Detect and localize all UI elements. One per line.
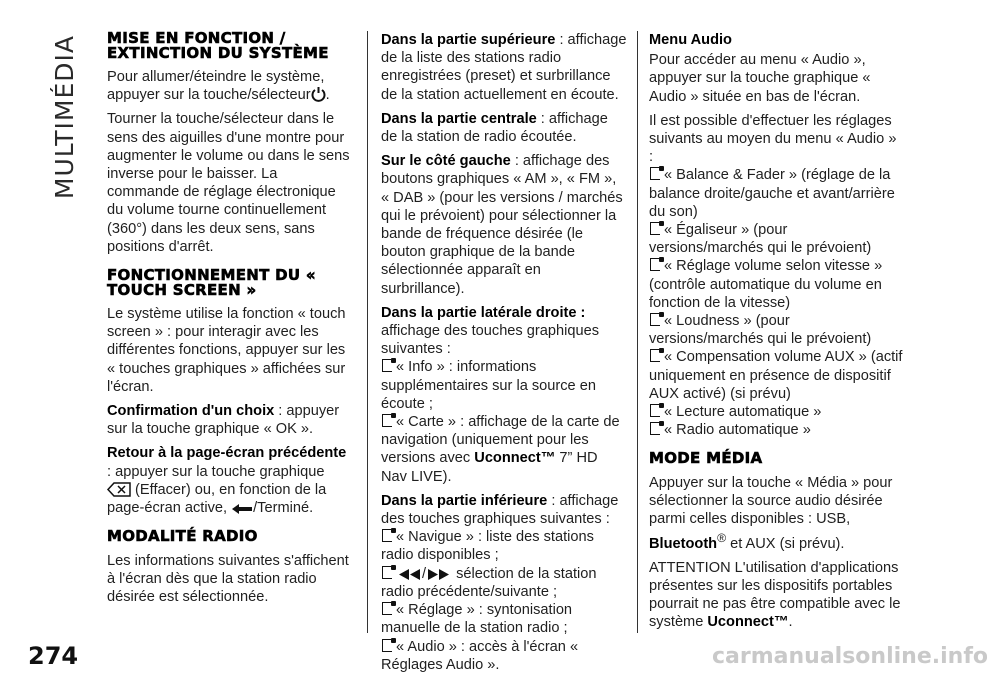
bullet-icon	[650, 222, 660, 235]
bullet-icon	[650, 422, 660, 435]
list-item: « Loudness » (pour versions/marchés qui le prévoient)	[649, 313, 872, 348]
paragraph: Pour allumer/éteindre le système, appuyer sur la touche/sélecteur .	[107, 69, 330, 104]
list-item: « Navigue » : liste des stations radio disponibles ;	[381, 529, 594, 564]
paragraph: ATTENTION L'utilisation d'applications présentes sur les dispositifs portables pourrait ne pas être compatible avec le système Uconnect™.	[649, 559, 901, 631]
column-divider	[367, 31, 368, 633]
column-divider	[637, 31, 638, 633]
list-item: « Balance & Fader » (réglage de la balance droite/gauche et avant/arrière du son)	[649, 167, 895, 220]
list-item: « Audio » : accès à l'écran « Réglages Audio ».	[381, 638, 579, 673]
list-item: « Égaliseur » (pour versions/marchés qui le prévoient)	[649, 222, 872, 257]
paragraph: Dans la partie inférieure : affichage des touches graphiques suivantes :	[381, 492, 619, 528]
list-item: / sélection de la station radio précédente/suivante ;	[381, 565, 597, 600]
list-item: « Lecture automatique »	[649, 403, 903, 421]
bullet-icon	[382, 639, 392, 652]
list-item: « Radio automatique »	[649, 421, 903, 439]
paragraph: Pour accéder au menu « Audio », appuyer sur la touche graphique « Audio » située en bas de l'écran.	[649, 52, 871, 105]
backspace-icon	[107, 482, 131, 497]
paragraph: Les informations suivantes s'affichent à l'écran dès que la station radio désirée est sélectionnée.	[107, 552, 349, 606]
paragraph: Retour à la page-écran précédente : appuyer sur la touche graphique (Effacer) ou, en fonction de la page-écran active, /Terminé.	[107, 445, 347, 517]
column-middle	[381, 31, 627, 674]
heading-media: MODE MÉDIA	[649, 449, 763, 468]
list-item: « Réglage volume selon vitesse » (contrôle automatique du volume en fonction de la vitesse)	[649, 258, 883, 311]
previous-track-icon	[396, 568, 422, 581]
list-item: « Réglage » : syntonisation manuelle de la station radio ;	[381, 602, 573, 637]
power-icon	[311, 86, 326, 102]
bullet-icon	[650, 404, 660, 417]
watermark: carmanualsonline.info	[712, 644, 988, 669]
bullet-icon	[650, 349, 660, 362]
column-right	[649, 31, 903, 637]
paragraph: Il est possible d'effectuer les réglages suivants au moyen du menu « Audio » :	[649, 112, 897, 166]
paragraph: Dans la partie latérale droite : affichage des touches graphiques suivantes :	[381, 304, 599, 358]
paragraph: Sur le côté gauche : affichage des boutons graphiques « AM », « FM », « DAB » (pour les versions / marchés qui le prévoient) pour sélectionner la bande de fréquence désirée (le bouton graphique de la bande sélectionnée apparaît en surbrillance).	[381, 153, 623, 297]
paragraph: Tourner la touche/sélecteur dans le sens des aiguilles d'une montre pour augmenter le volume ou dans le sens inverse pour le baisser. La commande de réglage électronique du volume tourne continuellement (360°) dans les deux sens, sans positions d'arrêt.	[107, 111, 350, 255]
paragraph: Le système utilise la fonction « touch screen » : pour interagir avec les différentes fonctions, appuyer sur les « touches graphiques » affichées sur l'écran.	[107, 306, 346, 395]
heading-radio: MODALITÉ RADIO	[107, 527, 258, 546]
section-side-label: MULTIMÉDIA	[50, 35, 79, 200]
bullet-icon	[382, 359, 392, 372]
paragraph	[649, 31, 903, 49]
subheading-audio-menu: Menu Audio	[649, 32, 732, 48]
bullet-icon	[650, 167, 660, 180]
heading-touch-screen: FONCTIONNEMENT DU « TOUCH SCREEN »	[107, 266, 316, 299]
list-item: « Carte » : affichage de la carte de navigation (uniquement pour les versions avec Uconnect™ 7” HD Nav LIVE).	[381, 414, 620, 485]
next-track-icon	[426, 568, 452, 581]
heading-power: MISE EN FONCTION / EXTINCTION DU SYSTÈME	[107, 29, 329, 62]
paragraph: Dans la partie centrale : affichage de la station de radio écoutée.	[381, 110, 608, 146]
column-left	[107, 31, 353, 612]
paragraph: Dans la partie supérieure : affichage de la liste des stations radio enregistrées (preset) et surbrillance de la station actuellement en écoute.	[381, 32, 627, 103]
audio-settings-list	[649, 166, 903, 439]
paragraph: Confirmation d'un choix : appuyer sur la touche graphique « OK ».	[107, 403, 340, 438]
bullet-icon	[382, 414, 392, 427]
paragraph: Appuyer sur la touche « Média » pour sélectionner la source audio désirée parmi celles disponibles : USB, Bluetooth® et AUX (si prévu).	[649, 474, 893, 552]
bullet-icon	[382, 602, 392, 615]
list-item: « Info » : informations supplémentaires sur la source en écoute ;	[381, 359, 596, 412]
bullet-icon	[382, 529, 392, 542]
bullet-icon	[650, 258, 660, 271]
page-number: 274	[28, 642, 79, 670]
back-arrow-icon	[231, 503, 253, 515]
list-item: « Compensation volume AUX » (actif uniquement en présence de dispositif AUX activé) (si prévu)	[649, 349, 903, 402]
bullet-icon	[650, 313, 660, 326]
bullet-icon	[382, 566, 392, 579]
